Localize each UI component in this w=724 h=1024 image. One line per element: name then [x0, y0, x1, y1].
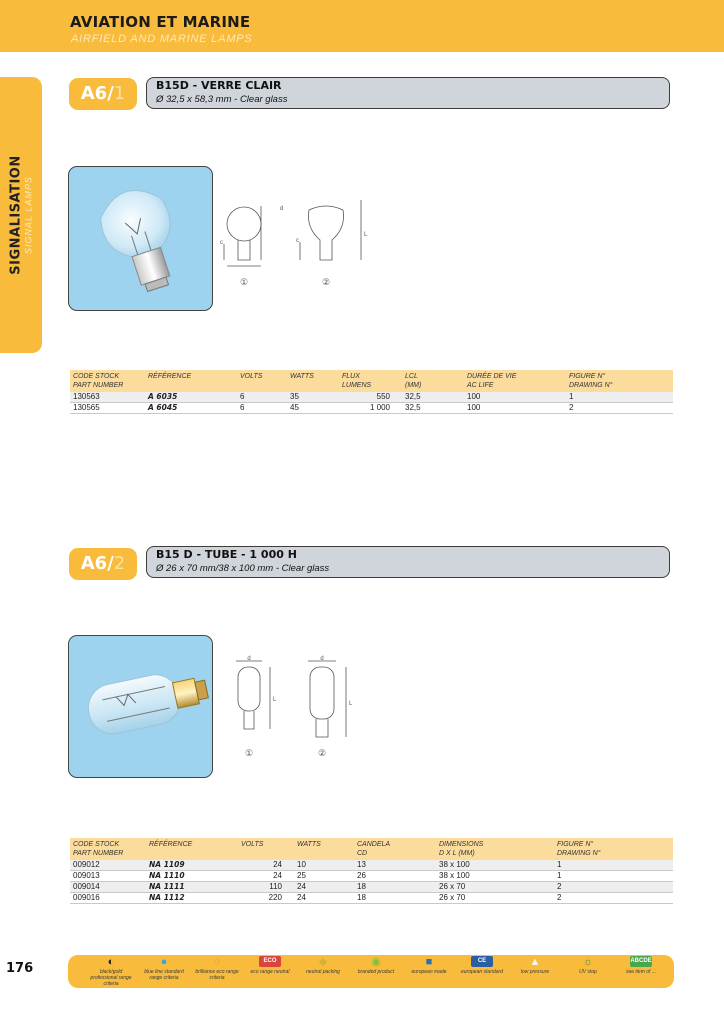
dim-letter-c: c	[220, 240, 223, 246]
product-title-box	[146, 77, 670, 109]
product-title: B15 D - TUBE - 1 000 H	[156, 548, 297, 561]
table-row	[70, 893, 673, 904]
footer-legend-icon: ●	[160, 956, 168, 968]
column-header-line2: (MM)	[405, 382, 422, 389]
footer-legend-label: european made	[411, 969, 447, 975]
table-cell: 24	[238, 860, 294, 871]
footer-legend-label: neutral packing	[306, 969, 340, 975]
column-header	[339, 370, 402, 392]
product-photo-b15d-tube	[68, 635, 213, 778]
column-header	[145, 370, 237, 392]
badge-number: 1	[113, 83, 126, 104]
column-header	[354, 838, 436, 860]
page-number: 176	[6, 961, 34, 976]
footer-legend-item	[510, 956, 560, 975]
footer-legend-icon: ▲	[529, 956, 541, 968]
footer-icon-legend	[68, 955, 674, 988]
column-header	[287, 370, 339, 392]
footer-legend-icon: ECO	[259, 956, 281, 967]
footer-legend-label: low pressure	[520, 969, 550, 975]
header-title: AVIATION ET MARINE	[70, 13, 251, 31]
table-cell: 130565	[70, 403, 145, 414]
table-cell: 2	[554, 893, 673, 904]
column-header	[402, 370, 464, 392]
table-cell: 130563	[70, 392, 145, 403]
column-header-line1: WATTS	[290, 373, 314, 380]
table-cell: 1	[566, 392, 673, 403]
table-cell: 100	[464, 403, 566, 414]
footer-legend-item	[563, 956, 613, 975]
lamp-bulb-image	[69, 167, 213, 311]
table-cell: NA 1110	[146, 871, 238, 882]
header-subtitle: AIRFIELD AND MARINE LAMPS	[71, 33, 253, 45]
table-cell: 100	[464, 392, 566, 403]
column-header-line1: VOLTS	[240, 373, 263, 380]
column-header	[294, 838, 354, 860]
footer-legend-icon: ◐	[107, 956, 115, 968]
table-cell: 009012	[70, 860, 146, 871]
table-cell: 1	[554, 871, 673, 882]
table-row	[70, 882, 673, 893]
column-header-line1: DURÉE DE VIE	[467, 373, 517, 380]
table-header-row	[70, 838, 673, 860]
column-header-line1: RÉFÉRENCE	[148, 373, 192, 380]
column-header	[464, 370, 566, 392]
technical-drawing-a6-1	[214, 196, 374, 292]
table-cell: 24	[238, 871, 294, 882]
badge-number: 2	[113, 553, 126, 574]
footer-legend-label: UV stop	[579, 969, 597, 975]
footer-legend-item	[192, 956, 242, 981]
footer-legend-icon: ○	[213, 956, 221, 968]
footer-legend-icon: ABCDE	[630, 956, 652, 967]
spec-table-a6-2	[70, 838, 673, 904]
figure-label-1: ①	[239, 277, 249, 287]
footer-legend-item	[457, 956, 507, 975]
table-cell: 24	[294, 893, 354, 904]
table-cell: NA 1112	[146, 893, 238, 904]
footer-legend-item	[139, 956, 189, 981]
column-header-line1: CANDELA	[357, 841, 391, 848]
column-header-line2	[149, 849, 235, 858]
table-row	[70, 871, 673, 882]
table-cell: 1	[554, 860, 673, 871]
footer-legend-item	[86, 956, 136, 987]
footer-legend-label: european standard	[461, 969, 503, 975]
table-cell: 26 x 70	[436, 882, 554, 893]
table-cell: 45	[287, 403, 339, 414]
table-row	[70, 403, 673, 414]
table-cell: 26 x 70	[436, 893, 554, 904]
table-cell: 6	[237, 403, 287, 414]
footer-legend-item	[351, 956, 401, 975]
figure-label-2: ②	[317, 748, 327, 758]
dim-letter-l: L	[364, 232, 368, 238]
column-header	[554, 838, 673, 860]
table-cell: NA 1111	[146, 882, 238, 893]
table-cell: 2	[554, 882, 673, 893]
column-header-line1: WATTS	[297, 841, 321, 848]
footer-legend-label: blue line standard range criteria	[144, 969, 184, 981]
column-header-line1: VOLTS	[241, 841, 264, 848]
table-body	[70, 860, 673, 904]
column-header-line2: LUMENS	[342, 382, 372, 389]
table-cell: 32,5	[402, 403, 464, 414]
column-header-line2	[148, 381, 234, 390]
column-header-line2: DRAWING N°	[569, 382, 613, 389]
table-cell: 6	[237, 392, 287, 403]
footer-legend-item	[298, 956, 348, 975]
column-header-line1: DIMENSIONS	[439, 841, 484, 848]
footer-legend-label: eco range neutral	[250, 969, 290, 975]
column-header	[436, 838, 554, 860]
table-header-row	[70, 370, 673, 392]
footer-legend-icon: ◉	[371, 956, 381, 968]
column-header-line2: AC LIFE	[467, 382, 494, 389]
column-header-line2: PART NUMBER	[73, 382, 124, 389]
column-header-line1: FLUX	[342, 373, 360, 380]
dim-letter-d: d	[247, 656, 251, 662]
technical-drawing-a6-2	[224, 655, 364, 763]
table-cell: 10	[294, 860, 354, 871]
column-header-line2	[290, 381, 336, 390]
column-header	[237, 370, 287, 392]
table-cell: NA 1109	[146, 860, 238, 871]
table-cell: 009013	[70, 871, 146, 882]
column-header-line2	[241, 849, 291, 858]
badge-prefix: A6/	[80, 83, 114, 104]
table-cell: 110	[238, 882, 294, 893]
figure-label-2: ②	[321, 277, 331, 287]
column-header	[70, 838, 146, 860]
column-header-line2	[297, 849, 351, 858]
column-header-line1: CODE STOCK	[73, 373, 120, 380]
figure-label-1: ①	[244, 748, 254, 758]
dim-letter-d2: d	[320, 656, 324, 662]
table-row	[70, 392, 673, 403]
column-header-line2: CD	[357, 850, 368, 857]
table-cell: 009014	[70, 882, 146, 893]
table-cell: 24	[294, 882, 354, 893]
table-cell: 25	[294, 871, 354, 882]
column-header	[70, 370, 145, 392]
column-header	[146, 838, 238, 860]
table-cell: 18	[354, 882, 436, 893]
footer-legend-icon: CE	[471, 956, 493, 967]
dim-letter-l2: L	[349, 701, 353, 707]
side-tab	[0, 77, 42, 353]
product-subtitle: Ø 32,5 x 58,3 mm - Clear glass	[156, 94, 288, 105]
footer-legend-item	[404, 956, 454, 975]
column-header-line1: CODE STOCK	[73, 841, 120, 848]
column-header-line1: LCL	[405, 373, 418, 380]
table-body	[70, 392, 673, 414]
footer-legend-label: brilliance eco range criteria	[195, 969, 239, 981]
table-cell: 38 x 100	[436, 860, 554, 871]
footer-legend-label: see item of ...	[625, 969, 656, 975]
product-subtitle: Ø 26 x 70 mm/38 x 100 mm - Clear glass	[156, 563, 330, 574]
product-title: B15D - VERRE CLAIR	[156, 79, 282, 92]
footer-legend-item	[616, 956, 666, 975]
column-header-line1: RÉFÉRENCE	[149, 841, 193, 848]
table-cell: 18	[354, 893, 436, 904]
product-title-box	[146, 546, 670, 578]
table-cell: 13	[354, 860, 436, 871]
table-cell: 38 x 100	[436, 871, 554, 882]
table-cell: A 6035	[145, 392, 237, 403]
table-cell: 26	[354, 871, 436, 882]
column-header-line2: D X L (MM)	[439, 850, 475, 857]
table-cell: 2	[566, 403, 673, 414]
lamp-tube-image	[69, 636, 213, 778]
table-cell: 32,5	[402, 392, 464, 403]
table-row	[70, 860, 673, 871]
footer-legend-icon: ■	[425, 956, 433, 968]
table-cell: 35	[287, 392, 339, 403]
footer-legend-label: branded product	[357, 969, 395, 975]
column-header	[238, 838, 294, 860]
table-cell: 1 000	[339, 403, 402, 414]
table-cell: A 6045	[145, 403, 237, 414]
column-header-line1: FIGURE N°	[569, 373, 606, 380]
footer-legend-icon: ◆	[318, 956, 328, 968]
table-cell: 220	[238, 893, 294, 904]
column-header-line2: PART NUMBER	[73, 850, 124, 857]
column-header-line2: DRAWING N°	[557, 850, 601, 857]
spec-table-a6-1	[70, 370, 673, 414]
side-tab-label: SIGNALISATION	[8, 155, 24, 275]
table-cell: 009016	[70, 893, 146, 904]
dim-letter-c2: c	[296, 238, 299, 244]
table-cell: 550	[339, 392, 402, 403]
dim-letter-l: L	[273, 697, 277, 703]
footer-legend-label: black/gold professional range criteria	[90, 969, 132, 987]
footer-legend-icon: ☼	[582, 956, 594, 968]
product-badge-a6-1	[69, 78, 137, 110]
column-header	[566, 370, 673, 392]
product-photo-b15d-clear	[68, 166, 213, 311]
dim-letter-d: d	[280, 206, 284, 212]
page-header	[0, 0, 724, 52]
column-header-line2	[240, 381, 284, 390]
product-badge-a6-2	[69, 548, 137, 580]
side-tab-sublabel: SIGNAL LAMPS	[23, 176, 34, 254]
column-header-line1: FIGURE N°	[557, 841, 594, 848]
footer-legend-item	[245, 956, 295, 975]
badge-prefix: A6/	[80, 553, 114, 574]
